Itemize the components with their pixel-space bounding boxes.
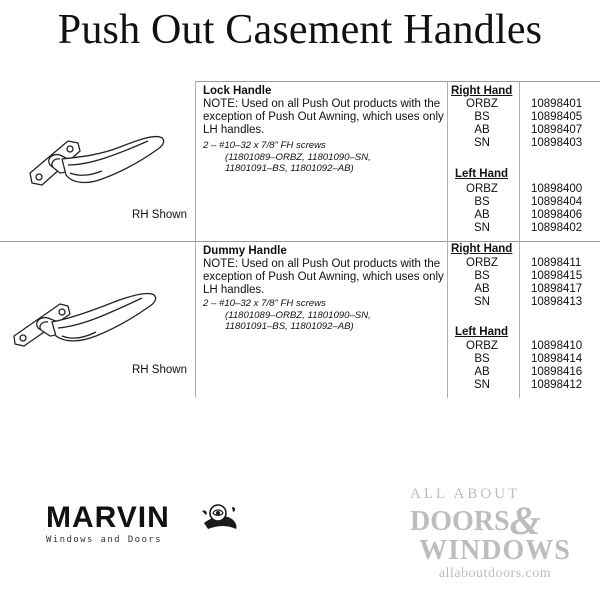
dummy-rh-finish: BS <box>474 270 490 282</box>
lock-rh-finish: SN <box>474 137 490 149</box>
dummy-lh-part-number: 10898410 <box>531 340 583 352</box>
dummy-lh-part-number: 10898412 <box>531 379 583 391</box>
dummy-rh-part-number: 10898417 <box>531 283 583 295</box>
allabout-line2-wrap <box>400 498 590 543</box>
dummy-rh-part-number: 10898411 <box>531 257 582 269</box>
lock-rh-part-number: 10898407 <box>531 124 583 136</box>
rose-icon <box>198 501 240 540</box>
allabout-windows: WINDOWS <box>419 535 571 566</box>
dummy-screws-parts-2: 11801091–BS, 11801092–AB) <box>225 321 354 332</box>
lock-rh-shown-label: RH Shown <box>132 209 187 221</box>
allabout-doors: DOORS <box>410 506 510 537</box>
dummy-lh-part-number: 10898414 <box>531 353 583 365</box>
dummy-lh-finish: SN <box>474 379 490 391</box>
column-divider-3 <box>519 81 520 398</box>
lock-handle-image <box>20 125 170 205</box>
lock-lh-part-number: 10898404 <box>531 196 583 208</box>
page-title: Push Out Casement Handles <box>57 7 543 53</box>
dummy-rh-shown-label: RH Shown <box>132 364 187 376</box>
dummy-handle-screws <box>203 298 443 333</box>
lock-lh-part-number: 10898402 <box>531 222 583 234</box>
dummy-rh-part-number: 10898413 <box>531 296 583 308</box>
dummy-screws-parts-1: (11801089–ORBZ, 11801090–SN, <box>225 309 371 321</box>
lock-right-hand-header: Right Hand <box>451 85 513 97</box>
dummy-lh-finish: BS <box>474 353 490 365</box>
allabout-url: allaboutdoors.com <box>438 566 552 581</box>
lock-screws-line: 2 – #10–32 x 7/8" FH screws <box>203 140 326 151</box>
lock-rh-finish: AB <box>474 124 490 136</box>
marvin-wordmark: MARVIN <box>46 501 170 534</box>
dummy-lh-part-number: 10898416 <box>531 366 583 378</box>
lock-lh-finish: ORBZ <box>466 183 498 195</box>
lock-lh-finish: AB <box>474 209 490 221</box>
table-top-rule <box>195 81 600 82</box>
lock-handle-drawing <box>20 125 170 200</box>
allaboutdoors-logo <box>400 486 590 582</box>
allabout-line1: ALL ABOUT <box>410 486 521 502</box>
dummy-rh-finish: SN <box>474 296 490 308</box>
lock-lh-part-number: 10898400 <box>531 183 583 195</box>
marvin-logo <box>46 503 170 545</box>
lock-screws-parts-1: (11801089–ORBZ, 11801090–SN, <box>225 151 371 163</box>
dummy-handle-note: NOTE: Used on all Push Out products with the exception of Push Out Awning, which uses only LH handles. <box>203 258 444 296</box>
allabout-ampersand: & <box>509 498 541 543</box>
lock-lh-finish: BS <box>474 196 490 208</box>
table-middle-rule <box>0 241 600 242</box>
lock-rh-finish: BS <box>474 111 490 123</box>
column-divider-1 <box>195 81 196 398</box>
dummy-lh-finish: AB <box>474 366 490 378</box>
dummy-handle-image <box>10 288 160 358</box>
lock-lh-finish: SN <box>474 222 490 234</box>
lock-lh-part-number: 10898406 <box>531 209 583 221</box>
lock-rh-part-number: 10898403 <box>531 137 583 149</box>
dummy-left-hand-header: Left Hand <box>455 326 509 338</box>
dummy-right-hand-header: Right Hand <box>451 243 513 255</box>
dummy-lh-finish: ORBZ <box>466 340 498 352</box>
dummy-handle-title: Dummy Handle <box>203 245 287 257</box>
dummy-rh-finish: ORBZ <box>466 257 498 269</box>
lock-rh-finish: ORBZ <box>466 98 498 110</box>
lock-screws-parts-2: 11801091–BS, 11801092–AB) <box>225 163 354 174</box>
marvin-tagline: Windows and Doors <box>46 535 162 545</box>
lock-rh-part-number: 10898401 <box>531 98 583 110</box>
lock-handle-title: Lock Handle <box>203 85 272 97</box>
dummy-rh-part-number: 10898415 <box>531 270 583 282</box>
dummy-rh-finish: AB <box>474 283 490 295</box>
dummy-handle-drawing <box>10 288 160 353</box>
lock-rh-part-number: 10898405 <box>531 111 583 123</box>
lock-left-hand-header: Left Hand <box>455 168 509 180</box>
lock-handle-screws <box>203 140 443 175</box>
dummy-screws-line: 2 – #10–32 x 7/8" FH screws <box>203 298 326 309</box>
lock-handle-note: NOTE: Used on all Push Out products with the exception of Push Out Awning, which uses only LH handles. <box>203 98 444 136</box>
